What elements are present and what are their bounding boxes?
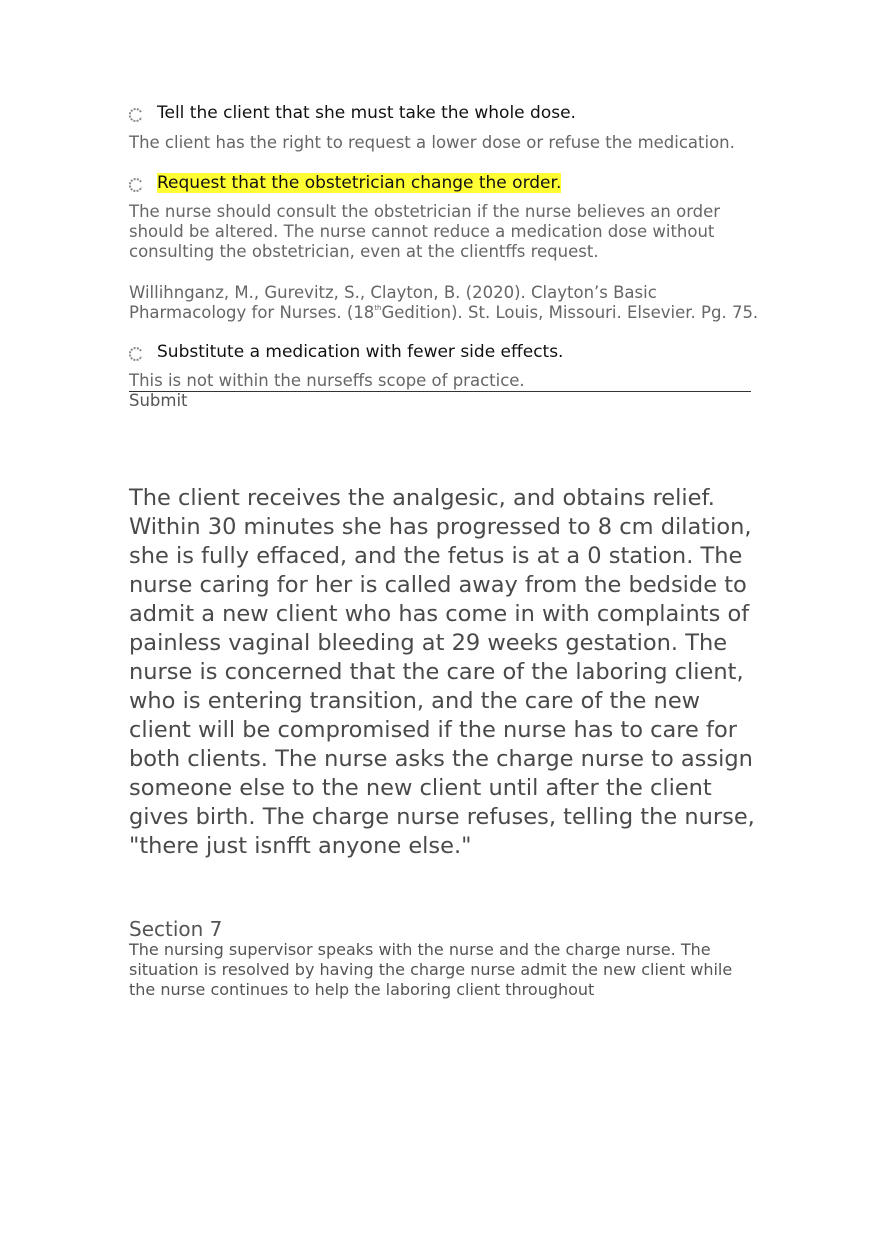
reference-citation	[129, 283, 759, 323]
reference-text-cont: Gedition). St. Louis, Missouri. Elsevier. Pg. 75.	[381, 303, 759, 322]
rationale-3: This is not within the nurseffs scope of practice.	[129, 371, 751, 392]
option-label: Tell the client that she must take the whole dose.	[157, 103, 576, 123]
option-2[interactable]	[129, 173, 561, 193]
rationale-1: The client has the right to request a lower dose or refuse the medication.	[129, 133, 735, 152]
radio-icon[interactable]	[129, 108, 143, 122]
rationale-2: The nurse should consult the obstetrician if the nurse believes an order should be altered. The nurse cannot reduce a medication dose without consulting the obstetrician, even at the clientffs request.	[129, 202, 721, 261]
option-label: Substitute a medication with fewer side effects.	[157, 342, 564, 362]
radio-icon[interactable]	[129, 178, 143, 192]
submit-button[interactable]: Submit	[129, 391, 188, 410]
reference-superscript: th	[374, 304, 382, 312]
section-body: The nursing supervisor speaks with the nurse and the charge nurse. The situation is resolved by having the charge nurse admit the new client while the nurse continues to help the laboring client throughout	[129, 940, 733, 999]
option-3[interactable]	[129, 342, 563, 362]
scenario-text: The client receives the analgesic, and obtains relief. Within 30 minutes she has progressed to 8 cm dilation, she is fully effaced, and the fetus is at a 0 station. The nurse caring for her is called away from the bedside to admit a new client who has come in with complaints of painless vaginal bleeding at 29 weeks gestation. The nurse is concerned that the care of the laboring client, who is entering transition, and the care of the new client will be compromised if the nurse has to care for both clients. The nurse asks the charge nurse to assign someone else to the new client until after the client gives birth. The charge nurse refuses, telling the nurse, "there just isnfft anyone else."	[129, 485, 755, 859]
radio-icon[interactable]	[129, 347, 143, 361]
section-title: Section 7	[129, 917, 223, 941]
option-label-highlighted: Request that the obstetrician change the order.	[157, 173, 562, 193]
option-1[interactable]	[129, 103, 576, 123]
reference-text: Willihnganz, M., Gurevitz, S., Clayton, B. (2020). Clayton’s Basic Pharmacology for Nurses. (18	[129, 283, 657, 322]
